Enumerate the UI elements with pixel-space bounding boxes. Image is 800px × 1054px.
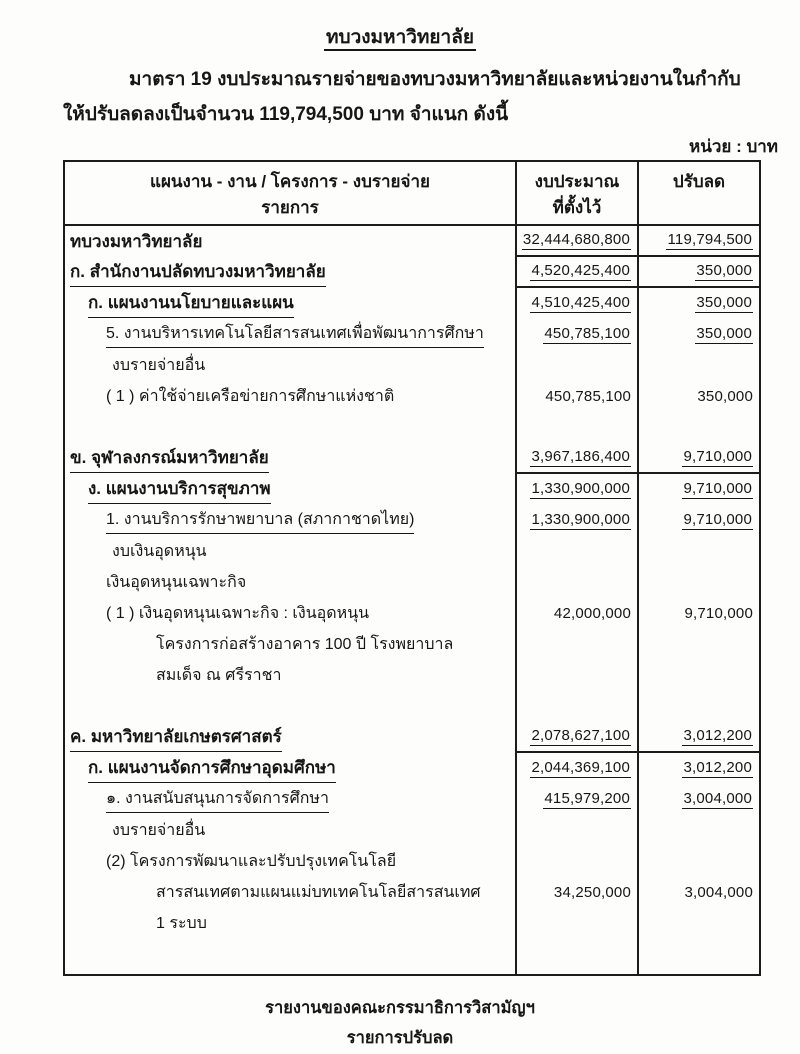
cut-value: 9,710,000 bbox=[683, 511, 752, 528]
budget-cell bbox=[515, 753, 637, 784]
table-row bbox=[65, 381, 759, 412]
row-label-cell bbox=[65, 846, 515, 877]
page-title bbox=[0, 22, 800, 52]
row-label-cell bbox=[65, 567, 515, 598]
header-items-line-2: รายการ bbox=[261, 198, 319, 217]
budget-cell bbox=[515, 660, 637, 691]
budget-value: 415,979,200 bbox=[544, 790, 630, 807]
row-label: โครงการก่อสร้างอาคาร 100 ปี โรงพยาบาล bbox=[156, 636, 454, 653]
row-label: งบรายจ่ายอื่น bbox=[112, 822, 206, 839]
row-label: สมเด็จ ณ ศรีราชา bbox=[156, 667, 282, 684]
budget-cell bbox=[515, 939, 637, 974]
table-row bbox=[65, 474, 759, 505]
cut-cell bbox=[637, 412, 759, 443]
row-label: งบเงินอุดหนุน bbox=[112, 543, 207, 560]
table-row-blank bbox=[65, 412, 759, 443]
budget-cell bbox=[515, 908, 637, 939]
budget-cell bbox=[515, 536, 637, 567]
row-label-cell bbox=[65, 598, 515, 629]
footer-line-1: รายงานของคณะกรรมาธิการวิสามัญฯ bbox=[265, 999, 535, 1017]
cut-value: 9,710,000 bbox=[683, 480, 752, 497]
row-label-cell bbox=[65, 381, 515, 412]
table-row bbox=[65, 722, 759, 753]
budget-value: 2,078,627,100 bbox=[531, 727, 630, 744]
budget-cell bbox=[515, 722, 637, 753]
cut-cell bbox=[637, 505, 759, 536]
row-label-cell bbox=[65, 877, 515, 908]
table-row bbox=[65, 629, 759, 660]
row-label-cell bbox=[65, 908, 515, 939]
budget-value: 2,044,369,100 bbox=[531, 759, 630, 776]
row-label: สารสนเทศตามแผนแม่บทเทคโนโลยีสารสนเทศ bbox=[156, 884, 481, 901]
header-cell-cut bbox=[637, 162, 759, 224]
row-label: ค. มหาวิทยาลัยเกษตรศาสตร์ bbox=[70, 723, 282, 752]
row-label-cell bbox=[65, 660, 515, 691]
cut-cell bbox=[637, 877, 759, 908]
table-row bbox=[65, 567, 759, 598]
cut-cell bbox=[637, 319, 759, 350]
budget-cell bbox=[515, 815, 637, 846]
row-label-cell bbox=[65, 629, 515, 660]
budget-cell bbox=[515, 784, 637, 815]
row-label: (2) โครงการพัฒนาและปรับปรุงเทคโนโลยี bbox=[106, 853, 397, 870]
table-row-blank bbox=[65, 939, 759, 974]
table-body bbox=[65, 226, 759, 974]
row-label: ทบวงมหาวิทยาลัย bbox=[70, 232, 203, 251]
budget-cell bbox=[515, 846, 637, 877]
intro-line-2: ให้ปรับลดลงเป็นจำนวน 119,794,500 บาท จำแนก ดังนี้ bbox=[63, 104, 509, 125]
table-row bbox=[65, 598, 759, 629]
unit-label: หน่วย : บาท bbox=[689, 137, 778, 156]
budget-cell bbox=[515, 350, 637, 381]
budget-value: 3,967,186,400 bbox=[531, 448, 630, 465]
cut-cell bbox=[637, 660, 759, 691]
table-row-blank bbox=[65, 691, 759, 722]
cut-cell bbox=[637, 226, 759, 257]
row-label: ก. สำนักงานปลัดทบวงมหาวิทยาลัย bbox=[70, 258, 326, 287]
budget-value: 32,444,680,800 bbox=[522, 231, 630, 248]
table-row bbox=[65, 908, 759, 939]
row-label: 5. งานบริหารเทคโนโลยีสารสนเทศเพื่อพัฒนาการศึกษา bbox=[106, 321, 484, 348]
row-label: ก. แผนงานนโยบายและแผน bbox=[88, 289, 294, 318]
row-label: ข. จุฬาลงกรณ์มหาวิทยาลัย bbox=[70, 444, 269, 473]
table-row bbox=[65, 846, 759, 877]
cut-cell bbox=[637, 598, 759, 629]
document-footer bbox=[0, 993, 800, 1053]
cut-cell bbox=[637, 350, 759, 381]
row-label-cell bbox=[65, 939, 515, 974]
row-label-cell bbox=[65, 412, 515, 443]
budget-cell bbox=[515, 567, 637, 598]
cut-cell bbox=[637, 691, 759, 722]
budget-cell bbox=[515, 691, 637, 722]
cut-cell bbox=[637, 381, 759, 412]
row-label-cell bbox=[65, 350, 515, 381]
footer-line-2: รายการปรับลด bbox=[346, 1029, 454, 1047]
row-label: ( 1 ) เงินอุดหนุนเฉพาะกิจ : เงินอุดหนุน bbox=[106, 605, 370, 622]
cut-cell bbox=[637, 722, 759, 753]
cut-cell bbox=[637, 629, 759, 660]
row-label-cell bbox=[65, 722, 515, 753]
header-cell-budget bbox=[515, 162, 637, 224]
budget-cell bbox=[515, 412, 637, 443]
budget-cell bbox=[515, 505, 637, 536]
cut-value: 350,000 bbox=[697, 388, 753, 405]
budget-cell bbox=[515, 877, 637, 908]
budget-table bbox=[63, 160, 761, 976]
intro-line-1: มาตรา 19 งบประมาณรายจ่ายของทบวงมหาวิทยาลัยและหน่วยงานในกำกับ bbox=[129, 69, 741, 90]
cut-value: 3,012,200 bbox=[683, 759, 752, 776]
table-row bbox=[65, 319, 759, 350]
header-budget-line-2: ที่ตั้งไว้ bbox=[552, 198, 602, 217]
budget-value: 1,330,900,000 bbox=[531, 480, 630, 497]
header-cell-items bbox=[65, 162, 515, 224]
row-label-cell bbox=[65, 691, 515, 722]
row-label-cell bbox=[65, 257, 515, 288]
budget-value: 4,510,425,400 bbox=[531, 294, 630, 311]
table-row bbox=[65, 784, 759, 815]
budget-cell bbox=[515, 598, 637, 629]
cut-value: 350,000 bbox=[696, 294, 752, 311]
cut-cell bbox=[637, 288, 759, 319]
cut-value: 9,710,000 bbox=[684, 605, 753, 622]
page-title-text: ทบวงมหาวิทยาลัย bbox=[324, 27, 476, 51]
intro-paragraph bbox=[63, 62, 760, 132]
row-label-cell bbox=[65, 319, 515, 350]
budget-cell bbox=[515, 319, 637, 350]
header-items-line-1: แผนงาน - งาน / โครงการ - งบรายจ่าย bbox=[150, 172, 430, 191]
cut-cell bbox=[637, 753, 759, 784]
cut-value: 3,012,200 bbox=[683, 727, 752, 744]
budget-cell bbox=[515, 381, 637, 412]
budget-cell bbox=[515, 257, 637, 288]
row-label: ก. แผนงานจัดการศึกษาอุดมศึกษา bbox=[88, 754, 336, 783]
cut-value: 9,710,000 bbox=[683, 448, 752, 465]
budget-cell bbox=[515, 443, 637, 474]
cut-cell bbox=[637, 536, 759, 567]
row-label-cell bbox=[65, 443, 515, 474]
table-header-row bbox=[65, 162, 759, 226]
cut-value: 3,004,000 bbox=[683, 790, 752, 807]
budget-value: 450,785,100 bbox=[544, 325, 630, 342]
header-cut-label: ปรับลด bbox=[672, 172, 726, 191]
cut-cell bbox=[637, 567, 759, 598]
table-row bbox=[65, 815, 759, 846]
table-row bbox=[65, 257, 759, 288]
row-label: เงินอุดหนุนเฉพาะกิจ bbox=[106, 574, 247, 591]
header-budget-line-1: งบประมาณ bbox=[534, 172, 620, 191]
table-row bbox=[65, 536, 759, 567]
cut-value: 350,000 bbox=[696, 325, 752, 342]
table-row bbox=[65, 505, 759, 536]
table-row bbox=[65, 753, 759, 784]
row-label: งบรายจ่ายอื่น bbox=[112, 357, 206, 374]
row-label-cell bbox=[65, 288, 515, 319]
budget-value: 1,330,900,000 bbox=[531, 511, 630, 528]
table-row bbox=[65, 877, 759, 908]
table-row bbox=[65, 443, 759, 474]
row-label-cell bbox=[65, 474, 515, 505]
row-label-cell bbox=[65, 226, 515, 257]
row-label: ง. แผนงานบริการสุขภาพ bbox=[88, 475, 271, 504]
cut-cell bbox=[637, 846, 759, 877]
cut-cell bbox=[637, 939, 759, 974]
table-row bbox=[65, 288, 759, 319]
row-label: 1. งานบริการรักษาพยาบาล (สภากาชาดไทย) bbox=[106, 507, 414, 534]
table-row bbox=[65, 226, 759, 257]
budget-value: 4,520,425,400 bbox=[531, 262, 630, 279]
budget-cell bbox=[515, 288, 637, 319]
cut-cell bbox=[637, 908, 759, 939]
cut-cell bbox=[637, 443, 759, 474]
row-label-cell bbox=[65, 753, 515, 784]
cut-cell bbox=[637, 474, 759, 505]
row-label-cell bbox=[65, 505, 515, 536]
budget-cell bbox=[515, 629, 637, 660]
table-row bbox=[65, 660, 759, 691]
row-label: ( 1 ) ค่าใช้จ่ายเครือข่ายการศึกษาแห่งชาติ bbox=[106, 388, 395, 405]
row-label-cell bbox=[65, 815, 515, 846]
budget-cell bbox=[515, 226, 637, 257]
budget-value: 42,000,000 bbox=[553, 605, 631, 622]
row-label: 1 ระบบ bbox=[156, 915, 207, 932]
cut-value: 119,794,500 bbox=[667, 231, 752, 248]
cut-cell bbox=[637, 784, 759, 815]
row-label-cell bbox=[65, 536, 515, 567]
cut-value: 3,004,000 bbox=[684, 884, 753, 901]
budget-cell bbox=[515, 474, 637, 505]
budget-value: 34,250,000 bbox=[553, 884, 631, 901]
cut-cell bbox=[637, 257, 759, 288]
row-label-cell bbox=[65, 784, 515, 815]
cut-value: 350,000 bbox=[696, 262, 752, 279]
cut-cell bbox=[637, 815, 759, 846]
table-row bbox=[65, 350, 759, 381]
row-label: ๑. งานสนับสนุนการจัดการศึกษา bbox=[106, 786, 329, 813]
budget-value: 450,785,100 bbox=[545, 388, 631, 405]
